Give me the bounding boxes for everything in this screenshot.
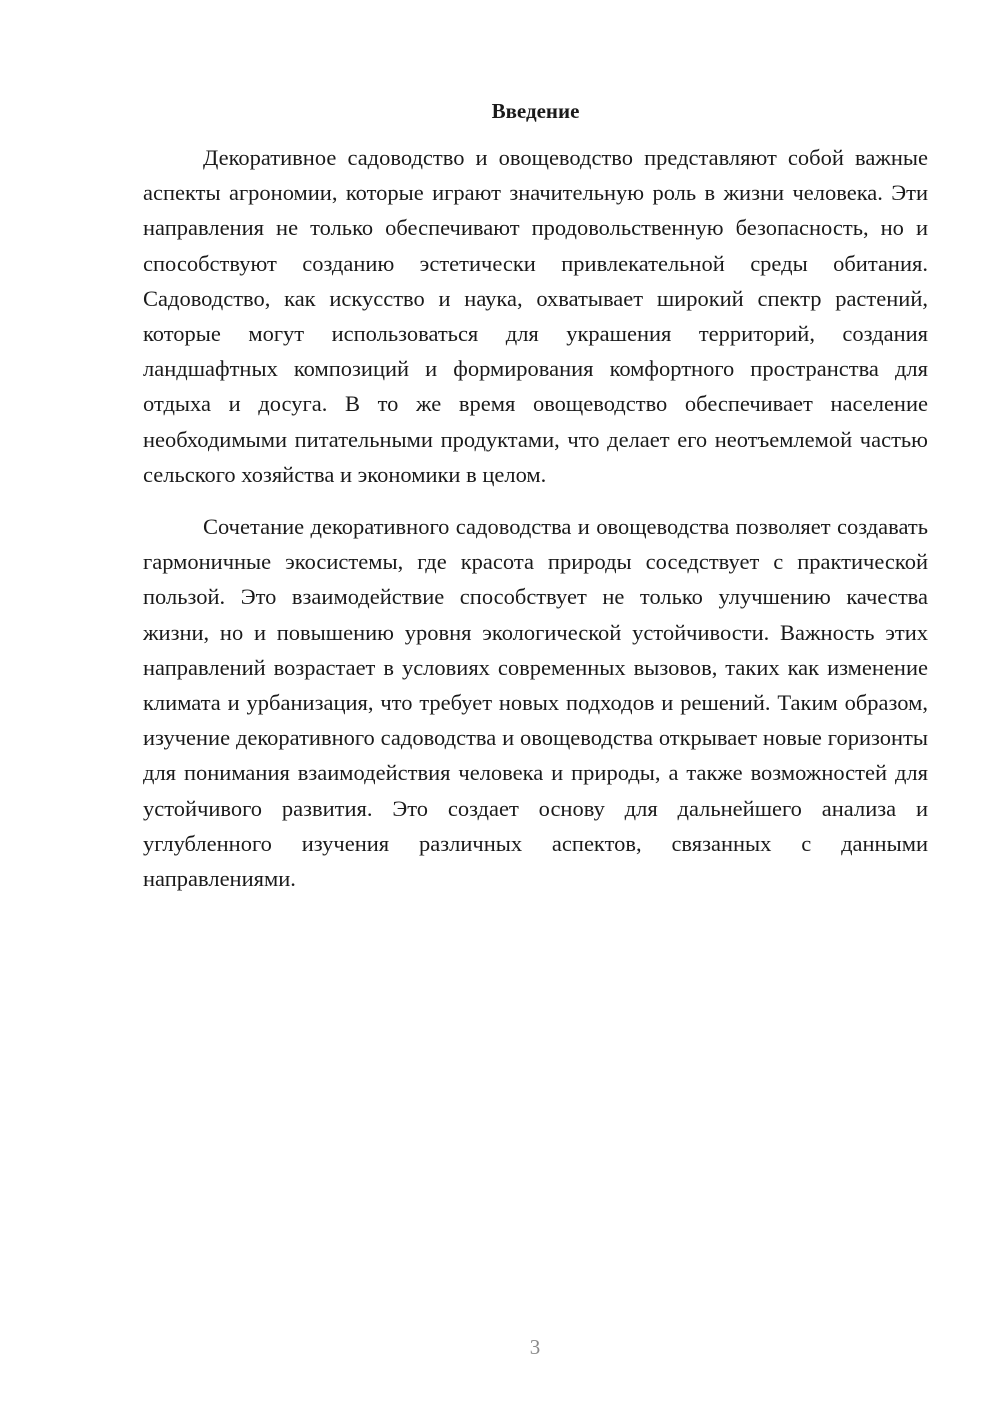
page-content: [143, 96, 928, 896]
section-heading: Введение: [491, 99, 580, 123]
page-number: 3: [529, 1335, 541, 1359]
paragraph-1: Декоративное садоводство и овощеводство представляют собой важные аспекты агрономии, которые играют значительную роль в жизни человека. Эти направления не только обеспечивают продовольственную безопасность, но и способствуют созданию эстетически привлекательной среды обитания. Садоводство, как искусство и наука, охватывает широкий спектр растений, которые могут использоваться для украшения территорий, создания ландшафтных композиций и формирования комфортного пространства для отдыха и досуга. В то же время овощеводство обеспечивает население необходимыми питательными продуктами, что делает его неотъемлемой частью сельского хозяйства и экономики в целом.: [143, 145, 928, 487]
paragraph-2: Сочетание декоративного садоводства и овощеводства позволяет создавать гармоничные экосистемы, где красота природы соседствует с практической пользой. Это взаимодействие способствует не только улучшению качества жизни, но и повышению уровня экологической устойчивости. Важность этих направлений возрастает в условиях современных вызовов, таких как изменение климата и урбанизация, что требует новых подходов и решений. Таким образом, изучение декоративного садоводства и овощеводства открывает новые горизонты для понимания взаимодействия человека и природы, а также возможностей для устойчивого развития. Это создает основу для дальнейшего анализа и углубленного изучения различных аспектов, связанных с данными направлениями.: [143, 514, 928, 892]
